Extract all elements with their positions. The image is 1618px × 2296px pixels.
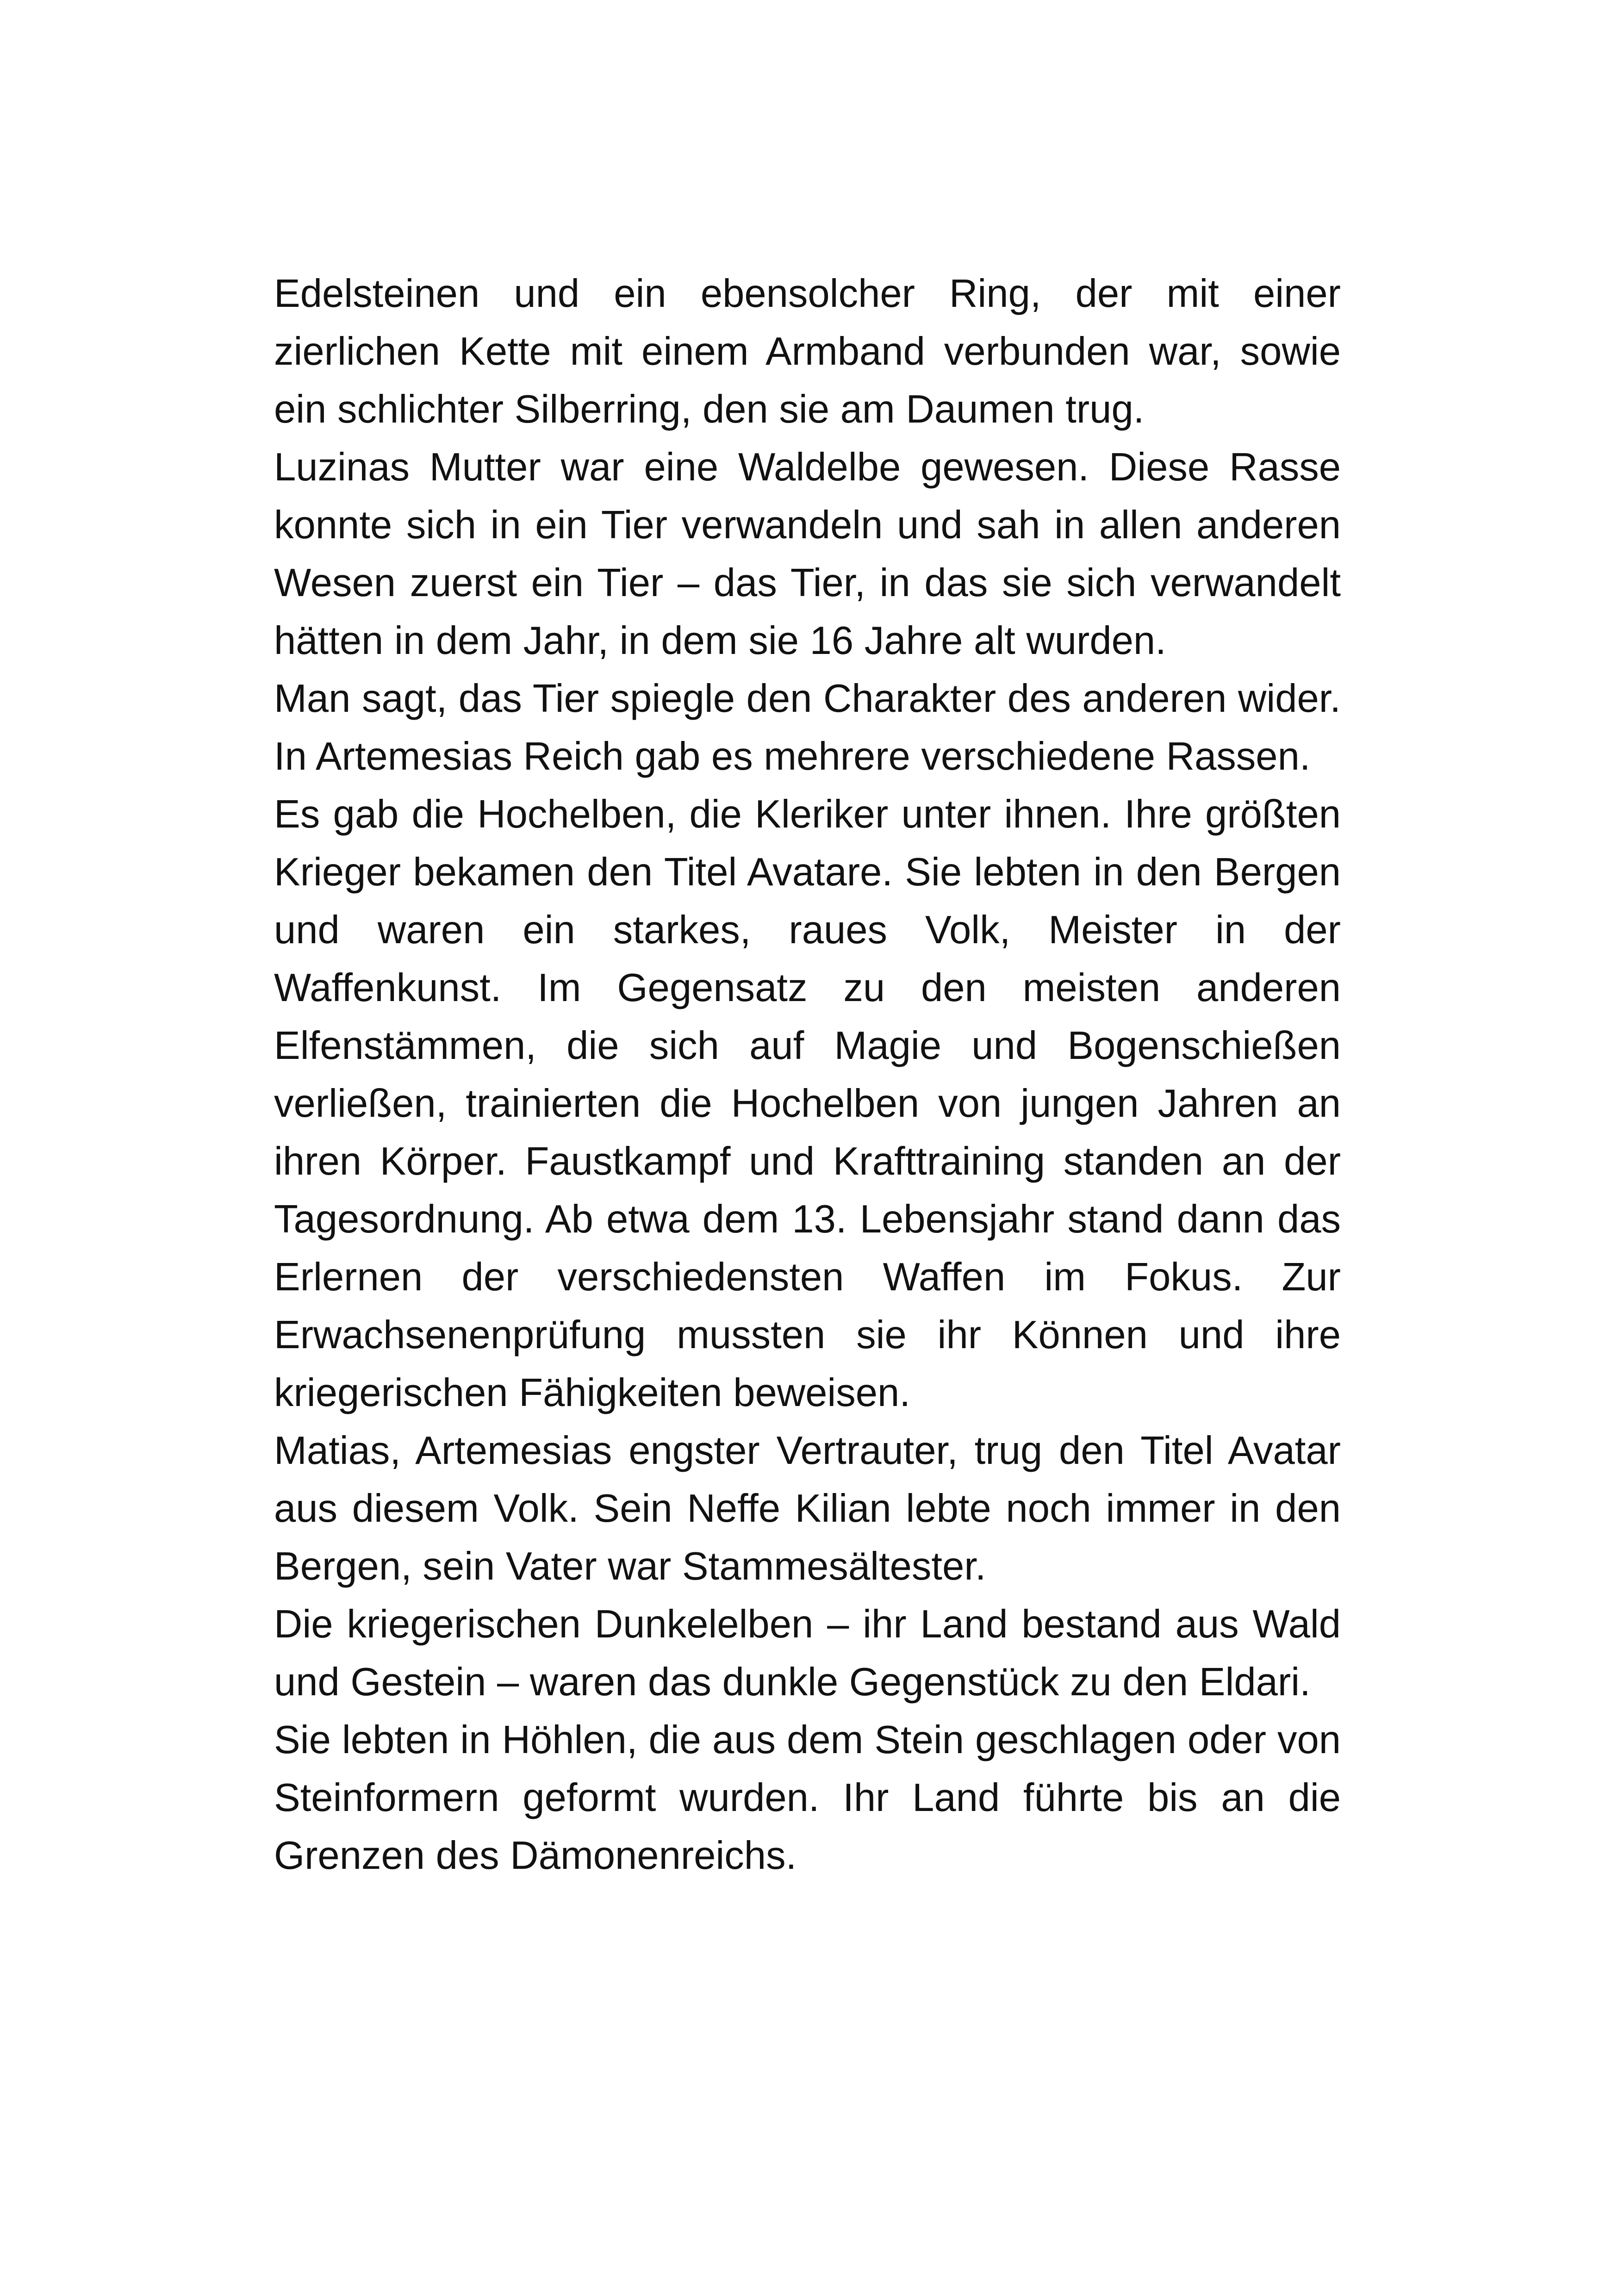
paragraph-1: Edelsteinen und ein ebensolcher Ring, der mit einer zierlichen Kette mit einem Armband verbunden war, sowie ein schlichter Silberring, den sie am Daumen trug. xyxy=(274,272,1341,431)
paragraph-6: Die kriegerischen Dunkelelben – ihr Land bestand aus Wald und Gestein – waren das dunkle Gegenstück zu den Eldari. xyxy=(274,1602,1341,1704)
paragraph-3: Man sagt, das Tier spiegle den Charakter des anderen wider. In Artemesias Reich gab es mehrere verschiedene Rassen. xyxy=(274,677,1341,778)
paragraph-5: Matias, Artemesias engster Vertrauter, trug den Titel Avatar aus diesem Volk. Sein Neffe Kilian lebte noch immer in den Bergen, sein Vater war Stammesältester. xyxy=(274,1429,1341,1588)
body-text xyxy=(274,265,1341,1885)
paragraph-7: Sie lebten in Höhlen, die aus dem Stein geschlagen oder von Steinformern geformt wurden. Ihr Land führte bis an die Grenzen des Dämonenreichs. xyxy=(274,1718,1341,1878)
paragraph-2: Luzinas Mutter war eine Waldelbe gewesen. Diese Rasse konnte sich in ein Tier verwandeln und sah in allen anderen Wesen zuerst ein Tier – das Tier, in das sie sich verwandelt hätten in dem Jahr, in dem sie 16 Jahre alt wurden. xyxy=(274,445,1341,663)
paragraph-4: Es gab die Hochelben, die Kleriker unter ihnen. Ihre größten Krieger bekamen den Titel Avatare. Sie lebten in den Bergen und waren ein starkes, raues Volk, Meister in der Waffenkunst. Im Gegensatz zu den meisten anderen Elfenstämmen, die sich auf Magie und Bogenschießen verließen, trainierten die Hochelben von jungen Jahren an ihren Körper. Faustkampf und Krafttraining standen an der Tagesordnung. Ab etwa dem 13. Lebensjahr stand dann das Erlernen der verschiedensten Waffen im Fokus. Zur Erwachsenenprüfung mussten sie ihr Können und ihre kriegerischen Fähigkeiten beweisen. xyxy=(274,792,1341,1415)
